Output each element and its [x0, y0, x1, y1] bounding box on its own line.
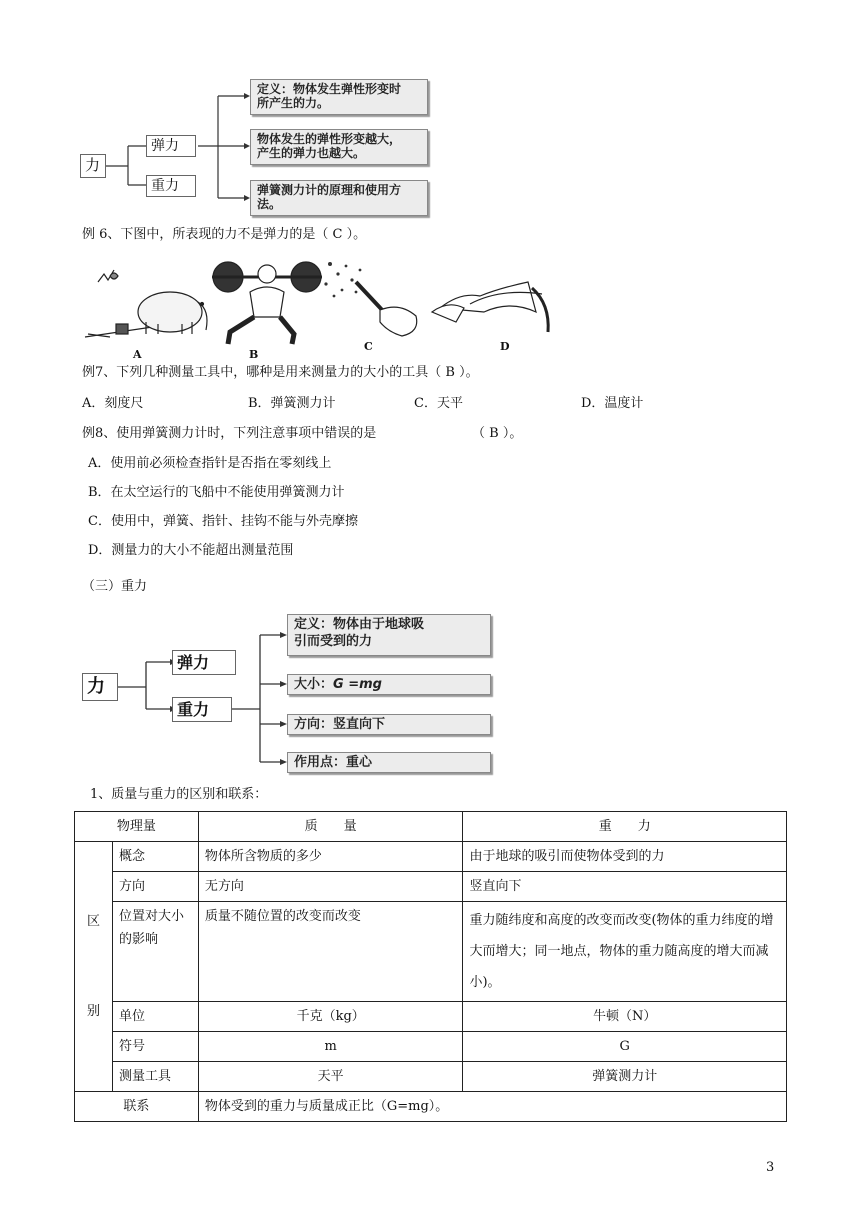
row-key: 符号: [112, 1032, 198, 1062]
table-row: [75, 872, 787, 902]
leaf-line: 定义：物体由于地球吸: [294, 617, 425, 632]
section-gravity-heading: （三）重力: [82, 579, 148, 594]
diagram2-root: 力: [82, 673, 118, 701]
row-key: 概念: [112, 842, 198, 872]
example7-option-a: A．刻度尺: [82, 396, 144, 411]
row-gravity: 重力随纬度和高度的改变而改变(物体的重力纬度的增大而增大；同一地点，物体的重力随高度的增大而减小)。: [463, 902, 787, 1002]
row-mass: 质量不随位置的改变而改变: [198, 902, 463, 1002]
header-mass: 质 量: [198, 812, 463, 842]
option-label-d: D: [500, 340, 510, 353]
difference-label: [75, 842, 113, 1092]
example8-option-b: B．在太空运行的飞船中不能使用弹簧测力计: [88, 485, 345, 500]
leaf-line: 弹簧测力计的原理和使用方: [257, 183, 402, 197]
option-label-a: A: [133, 348, 142, 361]
diagram1-connectors: [0, 0, 860, 230]
leaf-line: 物体发生的弹性形变越大，: [257, 132, 402, 146]
example8-question: 例8、使用弹簧测力计时，下列注意事项中错误的是: [82, 426, 377, 441]
row-gravity: 弹簧测力计: [463, 1062, 787, 1092]
row-gravity: G: [463, 1032, 787, 1062]
table-link-row: [75, 1092, 787, 1122]
difference-label-char: 别: [86, 1003, 100, 1019]
row-key: 方向: [112, 872, 198, 902]
gravity-formula: G =mg: [333, 677, 382, 692]
row-gravity: 竖直向下: [463, 872, 787, 902]
row-key: 单位: [112, 1002, 198, 1032]
table-row: [75, 1002, 787, 1032]
row-gravity: 牛顿（N）: [463, 1002, 787, 1032]
table-row: [75, 842, 787, 872]
header-quantity: 物理量: [75, 812, 199, 842]
row-mass: 物体所含物质的多少: [198, 842, 463, 872]
row-key: 位置对大小的影响: [112, 902, 198, 1002]
example7-option-c: C．天平: [414, 396, 463, 411]
table-row: [75, 1032, 787, 1062]
example7-option-b: B．弹簧测力计: [248, 396, 336, 411]
row-mass: 无方向: [198, 872, 463, 902]
diagram2-leaf-direction: 方向：竖直向下: [287, 714, 491, 735]
table-row: [75, 902, 787, 1002]
row-gravity: 由于地球的吸引而使物体受到的力: [463, 842, 787, 872]
example7-option-d: D．温度计: [581, 396, 644, 411]
row-mass: 千克（kg）: [198, 1002, 463, 1032]
diagram2-leaf-magnitude: [287, 674, 491, 695]
mass-gravity-table: [74, 811, 787, 1122]
leaf-line: 产生的弹力也越大。: [257, 146, 366, 160]
example7-question: 例7、下列几种测量工具中，哪种是用来测量力的大小的工具（ B ）。: [82, 365, 479, 380]
difference-label-char: 区: [86, 913, 100, 929]
diagram1-leaf-spring-scale: [250, 180, 428, 216]
diagram2-leaf-application-point: 作用点：重心: [287, 752, 491, 773]
row-mass: m: [198, 1032, 463, 1062]
leaf-line: 法。: [257, 197, 282, 211]
diagram2-branch-elastic: 弹力: [172, 650, 236, 675]
example8-option-c: C．使用中，弹簧、指针、挂钩不能与外壳摩擦: [88, 514, 358, 529]
row-mass: 天平: [198, 1062, 463, 1092]
diagram1-leaf-deformation: [250, 129, 428, 165]
diagram2-branch-gravity: 重力: [172, 697, 232, 722]
example8-option-d: D．测量力的大小不能超出测量范围: [88, 543, 294, 558]
link-label: 联系: [75, 1092, 199, 1122]
diagram1-branch-elastic: 弹力: [146, 135, 196, 157]
table-header-row: [75, 812, 787, 842]
header-gravity: 重 力: [463, 812, 787, 842]
leaf-line: 引而受到的力: [294, 634, 373, 649]
diagram1-root: 力: [80, 154, 106, 178]
option-label-c: C: [364, 340, 373, 353]
diagram1-leaf-definition: [250, 79, 428, 115]
row-key: 测量工具: [112, 1062, 198, 1092]
example8-answer: （ B ）。: [472, 426, 523, 441]
link-text: 物体受到的重力与质量成正比（G=mg）。: [198, 1092, 786, 1122]
leaf-line: 所产生的力。: [257, 96, 330, 110]
table-row: [75, 1062, 787, 1092]
leaf-line: 定义：物体发生弹性形变时: [257, 82, 402, 96]
diagram1-branch-gravity: 重力: [146, 175, 196, 197]
example6-question: 例 6、下图中，所表现的力不是弹力的是（ C ）。: [82, 227, 367, 242]
example8-option-a: A．使用前必须检查指针是否指在零刻线上: [88, 456, 332, 471]
comparison-title: 1、质量与重力的区别和联系：: [90, 787, 268, 802]
page-number: 3: [766, 1160, 775, 1175]
option-label-b: B: [249, 348, 259, 361]
leaf-prefix: 大小：: [294, 677, 334, 692]
diagram2-leaf-definition: [287, 614, 491, 656]
